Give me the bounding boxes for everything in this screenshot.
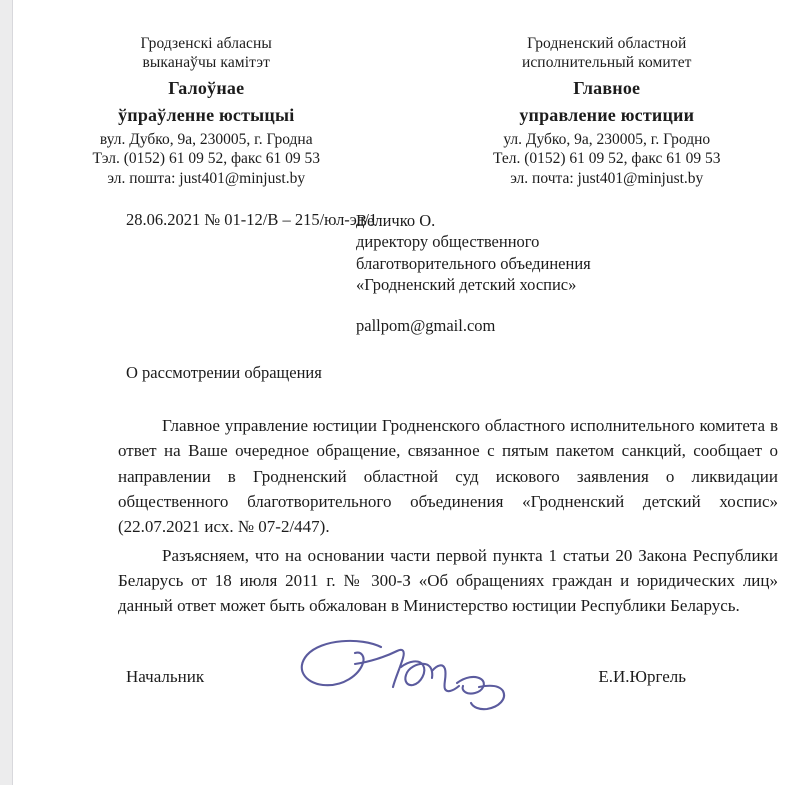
body-paragraph: Разъясняем, что на основании части первой пункта 1 статьи 20 Закона Республики Беларусь от 18 июля 2011 г. № 300-З «Об обращениях граждан и юридических лиц» данный ответ может быть обжалован в Министерство юстиции Республики Беларусь. — [118, 545, 778, 616]
letterhead-title-line-1: Главное — [573, 78, 641, 99]
letterhead-email: эл. почта: just401@minjust.by — [510, 169, 704, 187]
letterhead-org-line-2: выканаўчы камітэт — [142, 54, 270, 72]
reference-and-addressee — [13, 210, 800, 337]
letterhead-phone: Тел. (0152) 61 09 52, факс 61 09 53 — [492, 150, 721, 168]
signature-block — [13, 649, 800, 705]
document-page — [13, 0, 800, 785]
signatory-title: Начальник — [126, 666, 205, 686]
letterhead-belarusian — [13, 34, 408, 188]
letterhead-title-line-2: ўпраўленне юстыцыі — [118, 104, 295, 125]
letterhead — [13, 0, 800, 188]
letterhead-russian — [408, 34, 800, 188]
signatory-name: Е.И.Юргель — [598, 666, 686, 686]
reference-number: 28.06.2021 № 01-12/В – 215/юл-эд/1 — [126, 209, 378, 229]
body-paragraph: Главное управление юстиции Гродненского областного исполнительного комитета в ответ на Ваше очередное обращение, связанное с пятым пакетом санкций, сообщает о направлении в Гродненский областной суд искового заявления о ликвидации общественного благотворительного объединения «Гродненский детский хоспис» (22.07.2021 исх. № 07-2/447). — [118, 415, 778, 537]
letterhead-phone: Тэл. (0152) 61 09 52, факс 61 09 53 — [92, 150, 321, 168]
document-body — [13, 413, 800, 619]
addressee-block — [343, 210, 800, 337]
letterhead-title-line-1: Галоўнае — [168, 78, 245, 99]
addressee-position-line-2: благотворительного объединения — [356, 253, 591, 273]
subject-line: О рассмотрении обращения — [126, 362, 322, 382]
letterhead-address: вул. Дубко, 9а, 230005, г. Гродна — [99, 131, 313, 149]
letterhead-address: ул. Дубко, 9а, 230005, г. Гродно — [503, 131, 711, 149]
addressee-organization: «Гродненский детский хоспис» — [356, 275, 577, 295]
letterhead-org-line-1: Гродненский областной — [527, 35, 687, 52]
letterhead-title-line-2: управление юстиции — [519, 104, 695, 125]
addressee-name: Величко О. — [356, 210, 436, 230]
letterhead-org-line-2: исполнительный комитет — [521, 54, 692, 72]
letterhead-org-line-1: Гродзенскі абласны — [140, 35, 272, 52]
addressee-email: pallpom@gmail.com — [356, 316, 496, 336]
handwritten-signature-icon — [293, 631, 533, 715]
addressee-position-line-1: директору общественного — [356, 232, 540, 252]
letterhead-email: эл. пошта: just401@minjust.by — [107, 169, 306, 187]
